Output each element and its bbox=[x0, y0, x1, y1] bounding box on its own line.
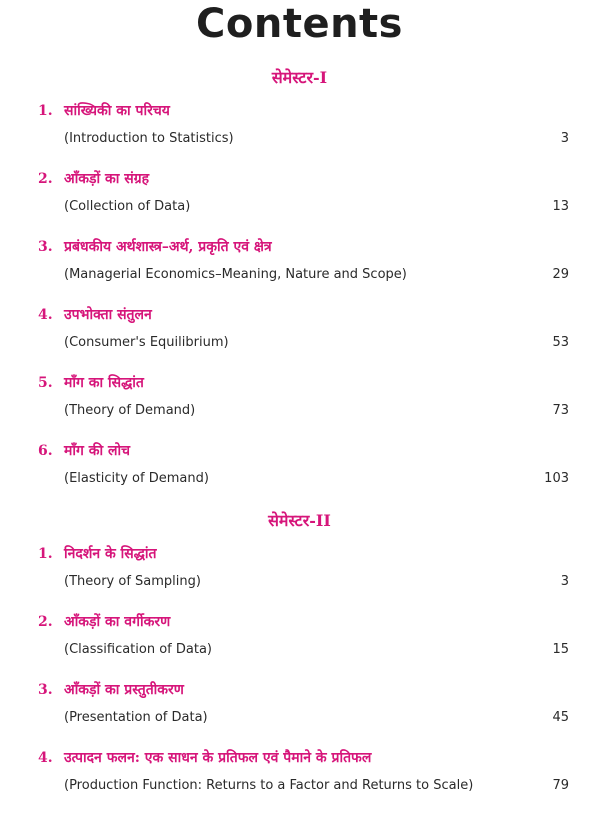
entry-page-number: 15 bbox=[552, 642, 569, 657]
toc-entry[interactable] bbox=[0, 441, 599, 501]
toc-entry[interactable] bbox=[0, 748, 599, 808]
entry-title-english: (Presentation of Data) bbox=[64, 710, 208, 725]
toc-entry[interactable] bbox=[0, 544, 599, 604]
entry-title-english: (Managerial Economics–Meaning, Nature and Scope) bbox=[64, 267, 407, 282]
entry-title-english: (Theory of Sampling) bbox=[64, 574, 201, 589]
entry-title-english: (Elasticity of Demand) bbox=[64, 471, 209, 486]
entry-page-number: 3 bbox=[560, 131, 569, 146]
entry-title-english: (Introduction to Statistics) bbox=[64, 131, 234, 146]
entry-title-hindi: माँग की लोच bbox=[64, 443, 131, 459]
entry-number: 1. bbox=[38, 103, 53, 119]
entry-number: 4. bbox=[38, 307, 53, 323]
page-title: Contents bbox=[196, 1, 403, 47]
entry-number: 2. bbox=[38, 171, 53, 187]
entry-page-number: 79 bbox=[552, 778, 569, 793]
toc-entry[interactable] bbox=[0, 237, 599, 297]
entry-page-number: 103 bbox=[544, 471, 569, 486]
entry-title-hindi: आँकड़ों का वर्गीकरण bbox=[64, 614, 171, 630]
toc-entry[interactable] bbox=[0, 680, 599, 740]
entry-title-hindi: उपभोक्ता संतुलन bbox=[64, 307, 152, 323]
entry-page-number: 3 bbox=[560, 574, 569, 589]
entry-page-number: 13 bbox=[552, 199, 569, 214]
entry-page-number: 29 bbox=[552, 267, 569, 282]
entry-title-english: (Theory of Demand) bbox=[64, 403, 196, 418]
semester-heading-2: सेमेस्टर-II bbox=[268, 511, 331, 530]
entry-number: 1. bbox=[38, 546, 53, 562]
entry-title-hindi: माँग का सिद्धांत bbox=[64, 375, 144, 391]
entry-title-hindi: आँकड़ों का प्रस्तुतीकरण bbox=[64, 682, 184, 698]
toc-entry[interactable] bbox=[0, 101, 599, 161]
entry-page-number: 73 bbox=[552, 403, 569, 418]
entry-title-english: (Production Function: Returns to a Factor and Returns to Scale) bbox=[64, 778, 474, 793]
toc-entry[interactable] bbox=[0, 612, 599, 672]
toc-entry[interactable] bbox=[0, 305, 599, 365]
entry-title-hindi: आँकड़ों का संग्रह bbox=[64, 171, 150, 187]
toc-entry[interactable] bbox=[0, 373, 599, 433]
entry-title-hindi: प्रबंधकीय अर्थशास्त्र–अर्थ, प्रकृति एवं क्षेत्र bbox=[64, 239, 272, 255]
entry-title-hindi: उत्पादन फलन: एक साधन के प्रतिफल एवं पैमाने के प्रतिफल bbox=[64, 750, 372, 766]
entry-page-number: 53 bbox=[552, 335, 569, 350]
entry-number: 4. bbox=[38, 750, 53, 766]
entry-title-english: (Collection of Data) bbox=[64, 199, 191, 214]
entry-number: 6. bbox=[38, 443, 53, 459]
entry-number: 3. bbox=[38, 239, 53, 255]
entry-number: 2. bbox=[38, 614, 53, 630]
toc-entry[interactable] bbox=[0, 169, 599, 229]
entry-title-hindi: सांख्यिकी का परिचय bbox=[64, 103, 170, 119]
entry-number: 5. bbox=[38, 375, 53, 391]
entry-number: 3. bbox=[38, 682, 53, 698]
semester-heading-1: सेमेस्टर-I bbox=[271, 68, 328, 87]
entry-title-hindi: निदर्शन के सिद्धांत bbox=[64, 546, 157, 562]
entry-page-number: 45 bbox=[552, 710, 569, 725]
entry-title-english: (Consumer's Equilibrium) bbox=[64, 335, 229, 350]
entry-title-english: (Classification of Data) bbox=[64, 642, 212, 657]
